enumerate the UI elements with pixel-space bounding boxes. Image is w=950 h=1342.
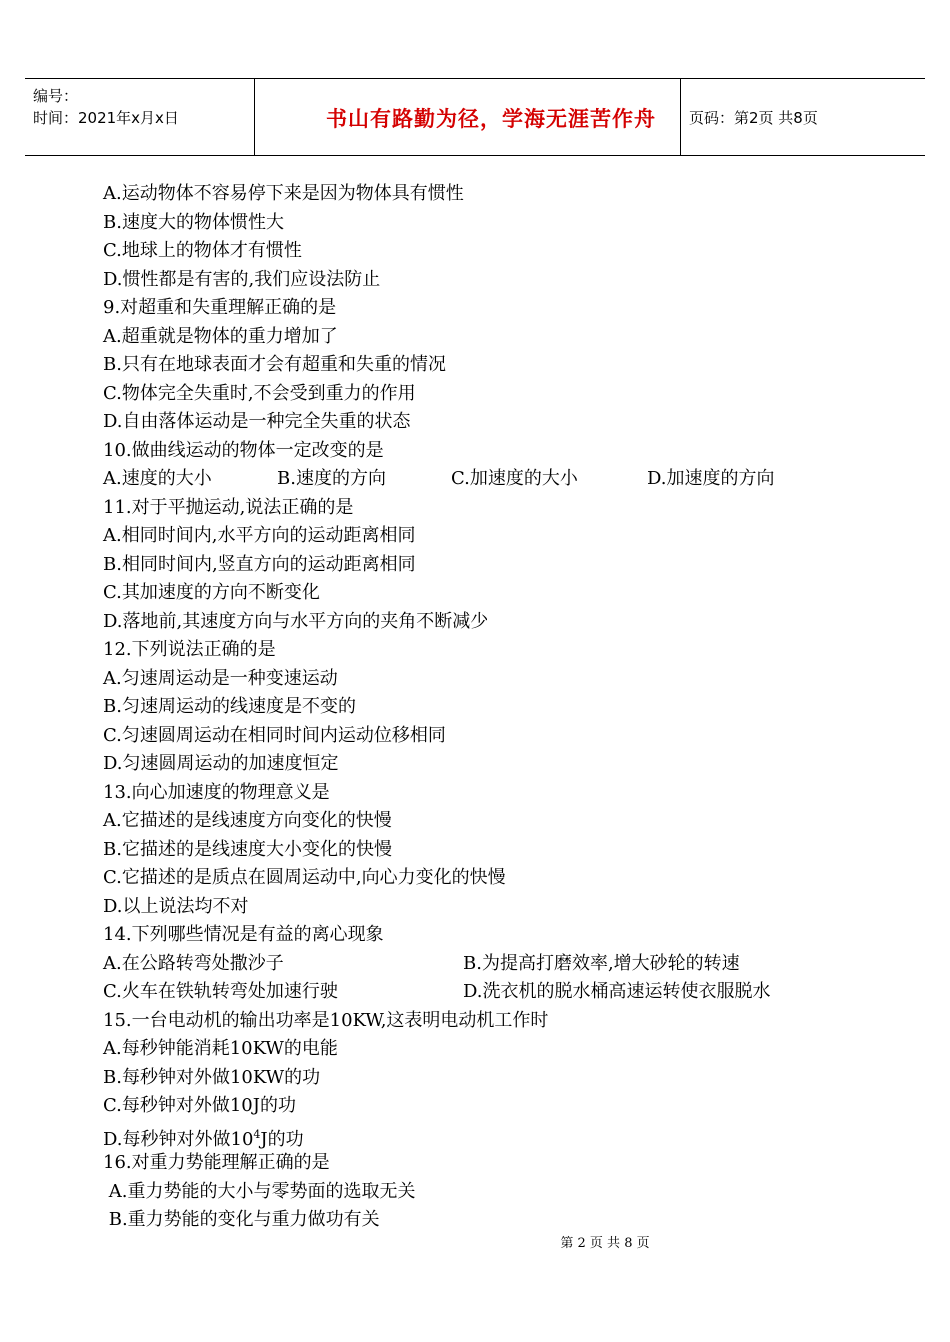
text-line: B.每秒钟对外做10KW的功 (103, 1066, 321, 1088)
text-line: D.自由落体运动是一种完全失重的状态 (103, 411, 411, 432)
text-line: D.匀速圆周运动的加速度恒定 (103, 753, 339, 774)
text-line: D.落地前,其速度方向与水平方向的夹角不断减少 (103, 610, 489, 632)
page-header (25, 78, 925, 156)
footer-page-number: 第 2 页 共 8 页 (560, 1236, 650, 1251)
text-line: C.每秒钟对外做10J的功 (103, 1095, 296, 1116)
q14-options-row (103, 950, 903, 979)
text-line: D.以上说法均不对 (103, 895, 249, 917)
text-line: A.每秒钟能消耗10KW的电能 (103, 1038, 338, 1059)
header-divider (254, 79, 255, 155)
question-14: 14.下列哪些情况是有益的离心现象 (103, 924, 384, 945)
question-10: 10.做曲线运动的物体一定改变的是 (103, 439, 384, 461)
text-line: A.超重就是物体的重力增加了 (103, 325, 338, 347)
header-motto: 书山有路勤为径，学海无涯苦作舟 (326, 107, 656, 131)
option-text: D.每秒钟对外做10 (103, 1128, 254, 1150)
option-a: A.速度的大小 (103, 468, 212, 489)
text-line: B.速度大的物体惯性大 (103, 211, 284, 233)
text-line: D.惯性都是有害的,我们应设法防止 (103, 268, 381, 290)
question-content (103, 180, 903, 1235)
text-line: C.物体完全失重时,不会受到重力的作用 (103, 382, 416, 404)
text-line: A.相同时间内,水平方向的运动距离相同 (103, 525, 416, 546)
text-line: A.匀速周运动是一种变速运动 (103, 667, 338, 689)
q14-options-row (103, 978, 903, 1007)
option-text: J的功 (260, 1128, 304, 1150)
option-c: C.火车在铁轨转弯处加速行驶 (103, 981, 338, 1002)
text-line: B.它描述的是线速度大小变化的快慢 (103, 838, 392, 860)
time-label: 时间：2021年x月x日 (33, 109, 179, 127)
text-line: C.地球上的物体才有惯性 (103, 240, 302, 261)
question-11: 11.对于平抛运动,说法正确的是 (103, 496, 354, 518)
text-line: B.只有在地球表面才会有超重和失重的情况 (103, 354, 446, 375)
option-a: A.在公路转弯处撒沙子 (103, 952, 284, 974)
text-line: A.重力势能的大小与零势面的选取无关 (103, 1180, 416, 1202)
text-line: B.相同时间内,竖直方向的运动距离相同 (103, 553, 416, 575)
question-9: 9.对超重和失重理解正确的是 (103, 297, 337, 318)
page-footer (0, 1232, 950, 1251)
text-line: C.其加速度的方向不断变化 (103, 582, 320, 603)
text-line: A.它描述的是线速度方向变化的快慢 (103, 810, 392, 831)
text-line: A.运动物体不容易停下来是因为物体具有惯性 (103, 183, 464, 204)
number-label: 编号： (33, 87, 79, 105)
text-line: B.重力势能的变化与重力做功有关 (103, 1209, 380, 1230)
question-13: 13.向心加速度的物理意义是 (103, 781, 330, 803)
header-page-info: 页码：第2页 共8页 (689, 109, 818, 127)
text-line: B.匀速周运动的线速度是不变的 (103, 696, 356, 717)
text-line: C.它描述的是质点在圆周运动中,向心力变化的快慢 (103, 867, 506, 888)
option-d: D.加速度的方向 (647, 468, 775, 489)
q15-option-d (103, 1121, 903, 1150)
option-b: B.速度的方向 (277, 468, 386, 489)
header-meta (33, 85, 179, 129)
q10-options (103, 465, 903, 494)
text-line: C.匀速圆周运动在相同时间内运动位移相同 (103, 724, 446, 746)
question-15: 15.一台电动机的输出功率是10KW,这表明电动机工作时 (103, 1009, 549, 1031)
question-16: 16.对重力势能理解正确的是 (103, 1152, 330, 1173)
option-c: C.加速度的大小 (451, 468, 578, 489)
superscript: 4 (253, 1127, 261, 1141)
header-divider (680, 79, 681, 155)
question-12: 12.下列说法正确的是 (103, 639, 276, 660)
option-b: B.为提高打磨效率,增大砂轮的转速 (463, 952, 740, 974)
option-d: D.洗衣机的脱水桶高速运转使衣服脱水 (463, 981, 771, 1002)
